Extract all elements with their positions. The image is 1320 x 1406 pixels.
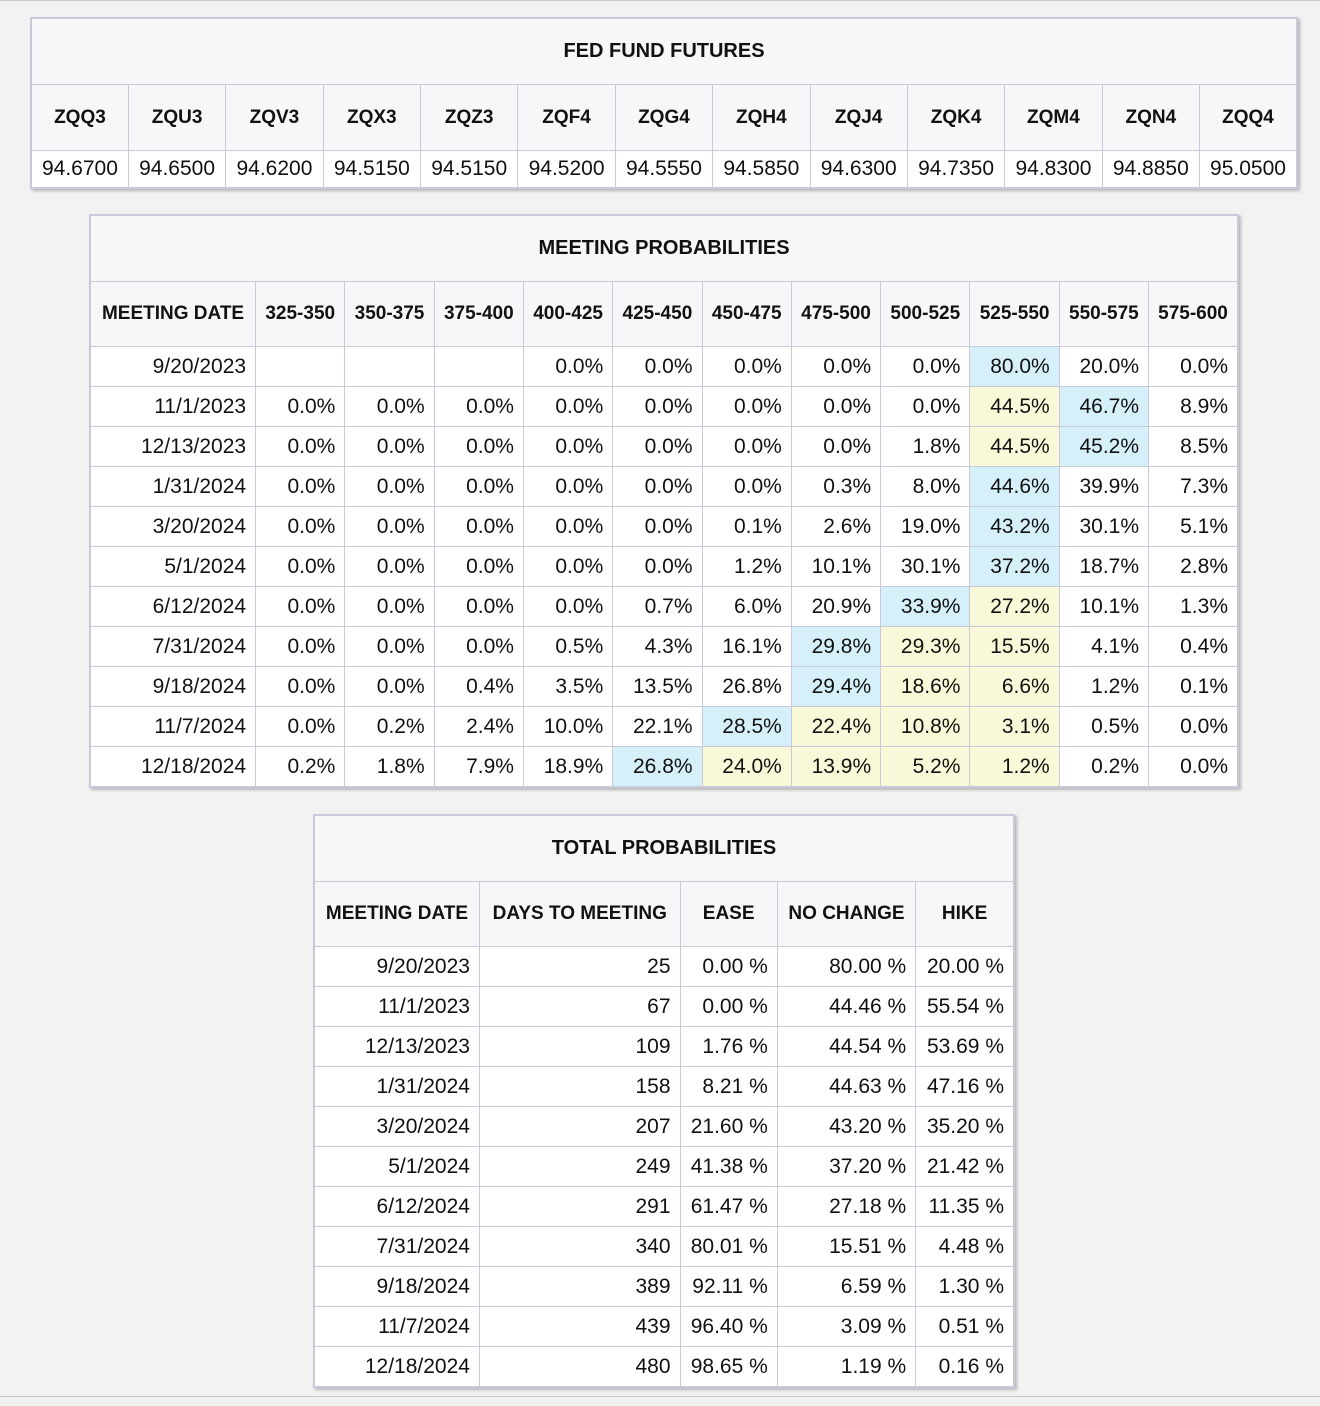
probability-cell: 0.0% [613,547,702,587]
meeting-date-cell: 11/7/2024 [90,707,256,747]
meeting-date-cell: 9/20/2023 [90,347,256,387]
ease-cell: 61.47 % [680,1187,777,1227]
probability-cell: 0.0% [434,547,523,587]
meeting-date-cell: 11/1/2023 [314,987,479,1027]
no-change-cell: 44.54 % [777,1027,915,1067]
probability-cell: 45.2% [1059,427,1148,467]
table-row [314,1307,1014,1347]
probability-cell: 20.9% [791,587,880,627]
futures-contract-header: ZQK4 [907,85,1004,151]
probability-cell: 0.5% [1059,707,1148,747]
probability-cell: 22.4% [791,707,880,747]
probability-cell: 28.5% [702,707,791,747]
futures-price-cell: 94.5200 [518,151,615,189]
probability-cell: 0.4% [1149,627,1238,667]
probability-cell: 29.3% [881,627,970,667]
probability-cell: 46.7% [1059,387,1148,427]
probability-cell: 0.0% [345,627,434,667]
rate-range-header: 550-575 [1059,282,1148,347]
probability-cell: 26.8% [702,667,791,707]
meeting-date-cell: 5/1/2024 [314,1147,479,1187]
probability-cell: 0.0% [791,427,880,467]
futures-contract-header: ZQJ4 [810,85,907,151]
hike-cell: 55.54 % [916,987,1014,1027]
probability-cell: 0.0% [791,347,880,387]
probability-cell: 0.0% [791,387,880,427]
probability-cell: 1.8% [345,747,434,788]
hike-cell: 47.16 % [916,1067,1014,1107]
no-change-cell: 80.00 % [777,947,915,987]
table-row [314,987,1014,1027]
ease-cell: 92.11 % [680,1267,777,1307]
probability-cell: 0.2% [345,707,434,747]
probability-cell: 8.9% [1149,387,1238,427]
probability-cell: 0.0% [256,587,345,627]
table-row [90,747,1238,788]
probability-cell: 0.0% [613,467,702,507]
probability-cell [256,347,345,387]
meeting-date-cell: 1/31/2024 [314,1067,479,1107]
meeting-date-cell: 7/31/2024 [90,627,256,667]
rate-range-header: 375-400 [434,282,523,347]
probability-cell: 0.0% [523,507,612,547]
probability-cell [345,347,434,387]
probability-cell: 0.0% [613,347,702,387]
days-to-meeting-cell: 480 [479,1347,680,1388]
meeting-date-cell: 9/20/2023 [314,947,479,987]
rate-range-header: 325-350 [256,282,345,347]
probability-cell: 29.4% [791,667,880,707]
table-row [314,1187,1014,1227]
probability-cell: 0.0% [256,547,345,587]
table-row [314,1027,1014,1067]
probability-cell: 39.9% [1059,467,1148,507]
hike-cell: 20.00 % [916,947,1014,987]
total-body [314,947,1014,1388]
meeting-date-cell: 1/31/2024 [90,467,256,507]
meeting-date-header: MEETING DATE [314,882,479,947]
probability-cell: 0.0% [345,427,434,467]
total-title: TOTAL PROBABILITIES [314,815,1014,882]
no-change-cell: 43.20 % [777,1107,915,1147]
probability-cell: 13.9% [791,747,880,788]
table-row [90,547,1238,587]
table-row [314,1347,1014,1388]
meeting-header-row [90,282,1238,347]
futures-contract-header: ZQQ3 [31,85,128,151]
futures-price-cell: 94.5550 [615,151,712,189]
probability-cell: 0.0% [345,547,434,587]
days-to-meeting-cell: 207 [479,1107,680,1147]
probability-cell: 0.0% [256,507,345,547]
no-change-cell: 6.59 % [777,1267,915,1307]
probability-cell: 0.7% [613,587,702,627]
days-to-meeting-header: DAYS TO MEETING [479,882,680,947]
probability-cell [434,347,523,387]
days-to-meeting-cell: 109 [479,1027,680,1067]
futures-contract-header: ZQF4 [518,85,615,151]
no-change-cell: 3.09 % [777,1307,915,1347]
hike-cell: 1.30 % [916,1267,1014,1307]
probability-cell: 22.1% [613,707,702,747]
probability-cell: 30.1% [881,547,970,587]
no-change-cell: 44.46 % [777,987,915,1027]
probability-cell: 0.0% [702,427,791,467]
top-divider [0,0,1320,1]
probability-cell: 16.1% [702,627,791,667]
table-row [90,627,1238,667]
no-change-cell: 37.20 % [777,1147,915,1187]
probability-cell: 2.6% [791,507,880,547]
probability-cell: 10.0% [523,707,612,747]
meeting-date-cell: 12/13/2023 [90,427,256,467]
ease-cell: 98.65 % [680,1347,777,1388]
hike-cell: 0.16 % [916,1347,1014,1388]
probability-cell: 0.0% [1149,747,1238,788]
table-row [90,387,1238,427]
hike-cell: 11.35 % [916,1187,1014,1227]
probability-cell: 10.1% [791,547,880,587]
probability-cell: 15.5% [970,627,1059,667]
hike-cell: 35.20 % [916,1107,1014,1147]
fed-fund-futures-table [30,17,1298,189]
meeting-date-cell: 6/12/2024 [314,1187,479,1227]
probability-cell: 0.0% [434,507,523,547]
table-row [90,347,1238,387]
meeting-date-cell: 3/20/2024 [314,1107,479,1147]
probability-cell: 44.5% [970,427,1059,467]
rate-range-header: 450-475 [702,282,791,347]
probability-cell: 0.0% [434,427,523,467]
futures-price-cell: 95.0500 [1200,151,1298,189]
days-to-meeting-cell: 25 [479,947,680,987]
futures-contract-header: ZQH4 [713,85,810,151]
meeting-date-cell: 9/18/2024 [314,1267,479,1307]
probability-cell: 0.0% [434,627,523,667]
rate-range-header: 350-375 [345,282,434,347]
ease-cell: 0.00 % [680,947,777,987]
probability-cell: 43.2% [970,507,1059,547]
meeting-date-cell: 7/31/2024 [314,1227,479,1267]
meeting-date-cell: 12/13/2023 [314,1027,479,1067]
probability-cell: 5.1% [1149,507,1238,547]
probability-cell: 13.5% [613,667,702,707]
ease-cell: 8.21 % [680,1067,777,1107]
meeting-title: MEETING PROBABILITIES [90,215,1238,282]
table-row [314,1227,1014,1267]
probability-cell: 0.0% [702,467,791,507]
probability-cell: 0.1% [702,507,791,547]
probability-cell: 0.0% [523,387,612,427]
days-to-meeting-cell: 439 [479,1307,680,1347]
ease-cell: 41.38 % [680,1147,777,1187]
probability-cell: 0.3% [791,467,880,507]
probability-cell: 20.0% [1059,347,1148,387]
probability-cell: 33.9% [881,587,970,627]
probability-cell: 18.6% [881,667,970,707]
table-row [314,1267,1014,1307]
futures-price-cell: 94.5850 [713,151,810,189]
no-change-cell: 27.18 % [777,1187,915,1227]
no-change-cell: 15.51 % [777,1227,915,1267]
probability-cell: 0.0% [523,467,612,507]
probability-cell: 44.5% [970,387,1059,427]
table-row [314,1107,1014,1147]
futures-contract-header: ZQQ4 [1200,85,1298,151]
table-row [90,667,1238,707]
total-header-row [314,882,1014,947]
ease-cell: 1.76 % [680,1027,777,1067]
probability-cell: 0.0% [256,707,345,747]
futures-price-cell: 94.6300 [810,151,907,189]
days-to-meeting-cell: 389 [479,1267,680,1307]
probability-cell: 7.9% [434,747,523,788]
total-probabilities-table [313,814,1015,1388]
probability-cell: 24.0% [702,747,791,788]
days-to-meeting-cell: 340 [479,1227,680,1267]
futures-contract-header: ZQV3 [226,85,323,151]
probability-cell: 37.2% [970,547,1059,587]
probability-cell: 44.6% [970,467,1059,507]
table-row [314,1067,1014,1107]
days-to-meeting-cell: 158 [479,1067,680,1107]
ease-cell: 21.60 % [680,1107,777,1147]
rate-range-header: 425-450 [613,282,702,347]
probability-cell: 0.0% [345,667,434,707]
probability-cell: 1.2% [702,547,791,587]
probability-cell: 6.6% [970,667,1059,707]
meeting-date-cell: 3/20/2024 [90,507,256,547]
rate-range-header: 575-600 [1149,282,1238,347]
hike-cell: 0.51 % [916,1307,1014,1347]
probability-cell: 80.0% [970,347,1059,387]
probability-cell: 0.4% [434,667,523,707]
probability-cell: 0.0% [345,467,434,507]
probability-cell: 1.3% [1149,587,1238,627]
probability-cell: 0.2% [1059,747,1148,788]
probability-cell: 0.0% [702,347,791,387]
probability-cell: 0.0% [434,387,523,427]
probability-cell: 0.0% [434,467,523,507]
meeting-date-cell: 12/18/2024 [314,1347,479,1388]
probability-cell: 0.0% [256,667,345,707]
table-row [314,947,1014,987]
futures-contract-header: ZQM4 [1005,85,1102,151]
probability-cell: 0.0% [1149,347,1238,387]
table-row [314,1147,1014,1187]
probability-cell: 29.8% [791,627,880,667]
probability-cell: 0.2% [256,747,345,788]
futures-value-row [31,151,1297,189]
futures-price-cell: 94.5150 [421,151,518,189]
probability-cell: 0.0% [345,507,434,547]
probability-cell: 5.2% [881,747,970,788]
ease-cell: 96.40 % [680,1307,777,1347]
probability-cell: 0.0% [881,387,970,427]
futures-price-cell: 94.6500 [128,151,225,189]
probability-cell: 8.5% [1149,427,1238,467]
probability-cell: 0.0% [613,507,702,547]
probability-cell: 27.2% [970,587,1059,627]
table-row [90,507,1238,547]
probability-cell: 4.1% [1059,627,1148,667]
futures-price-cell: 94.7350 [907,151,1004,189]
meeting-date-cell: 9/18/2024 [90,667,256,707]
probability-cell: 0.0% [702,387,791,427]
probability-cell: 19.0% [881,507,970,547]
hike-cell: 53.69 % [916,1027,1014,1067]
rate-range-header: 500-525 [881,282,970,347]
futures-contract-header: ZQG4 [615,85,712,151]
futures-contract-header: ZQN4 [1102,85,1199,151]
futures-contract-header: ZQX3 [323,85,420,151]
probability-cell: 3.5% [523,667,612,707]
table-row [90,587,1238,627]
futures-price-cell: 94.8850 [1102,151,1199,189]
hike-header: HIKE [916,882,1014,947]
probability-cell: 0.0% [613,427,702,467]
meeting-date-cell: 6/12/2024 [90,587,256,627]
probability-cell: 30.1% [1059,507,1148,547]
rate-range-header: 475-500 [791,282,880,347]
probability-cell: 0.5% [523,627,612,667]
hike-cell: 4.48 % [916,1227,1014,1267]
table-row [90,707,1238,747]
futures-price-cell: 94.6700 [31,151,128,189]
probability-cell: 1.2% [970,747,1059,788]
futures-contract-header: ZQU3 [128,85,225,151]
rate-range-header: 400-425 [523,282,612,347]
probability-cell: 0.0% [256,387,345,427]
probability-cell: 0.0% [345,387,434,427]
probability-cell: 18.7% [1059,547,1148,587]
probability-cell: 0.0% [523,427,612,467]
probability-cell: 0.0% [523,347,612,387]
ease-cell: 0.00 % [680,987,777,1027]
meeting-probabilities-table [89,214,1239,788]
probability-cell: 7.3% [1149,467,1238,507]
probability-cell: 0.0% [256,627,345,667]
days-to-meeting-cell: 249 [479,1147,680,1187]
probability-cell: 10.8% [881,707,970,747]
table-row [90,467,1238,507]
futures-price-cell: 94.8300 [1005,151,1102,189]
probability-cell: 0.1% [1149,667,1238,707]
no-change-cell: 44.63 % [777,1067,915,1107]
probability-cell: 10.1% [1059,587,1148,627]
meeting-date-cell: 5/1/2024 [90,547,256,587]
probability-cell: 1.2% [1059,667,1148,707]
no-change-header: NO CHANGE [777,882,915,947]
probability-cell: 4.3% [613,627,702,667]
bottom-divider [0,1396,1320,1397]
futures-header-row [31,85,1297,151]
days-to-meeting-cell: 67 [479,987,680,1027]
probability-cell: 0.0% [256,427,345,467]
probability-cell: 0.0% [345,587,434,627]
ease-header: EASE [680,882,777,947]
probability-cell: 0.0% [523,547,612,587]
meeting-date-cell: 11/1/2023 [90,387,256,427]
table-row [90,427,1238,467]
rate-range-header: 525-550 [970,282,1059,347]
meeting-date-cell: 12/18/2024 [90,747,256,788]
meeting-date-header: MEETING DATE [90,282,256,347]
probability-cell: 3.1% [970,707,1059,747]
probability-cell: 2.8% [1149,547,1238,587]
probability-cell: 0.0% [434,587,523,627]
probability-cell: 0.0% [613,387,702,427]
probability-cell: 0.0% [256,467,345,507]
futures-title: FED FUND FUTURES [31,18,1297,85]
meeting-body [90,347,1238,788]
probability-cell: 2.4% [434,707,523,747]
futures-price-cell: 94.6200 [226,151,323,189]
probability-cell: 18.9% [523,747,612,788]
days-to-meeting-cell: 291 [479,1187,680,1227]
probability-cell: 8.0% [881,467,970,507]
probability-cell: 0.0% [1149,707,1238,747]
meeting-date-cell: 11/7/2024 [314,1307,479,1347]
futures-contract-header: ZQZ3 [421,85,518,151]
probability-cell: 0.0% [523,587,612,627]
probability-cell: 1.8% [881,427,970,467]
probability-cell: 6.0% [702,587,791,627]
probability-cell: 26.8% [613,747,702,788]
hike-cell: 21.42 % [916,1147,1014,1187]
futures-price-cell: 94.5150 [323,151,420,189]
no-change-cell: 1.19 % [777,1347,915,1388]
probability-cell: 0.0% [881,347,970,387]
ease-cell: 80.01 % [680,1227,777,1267]
